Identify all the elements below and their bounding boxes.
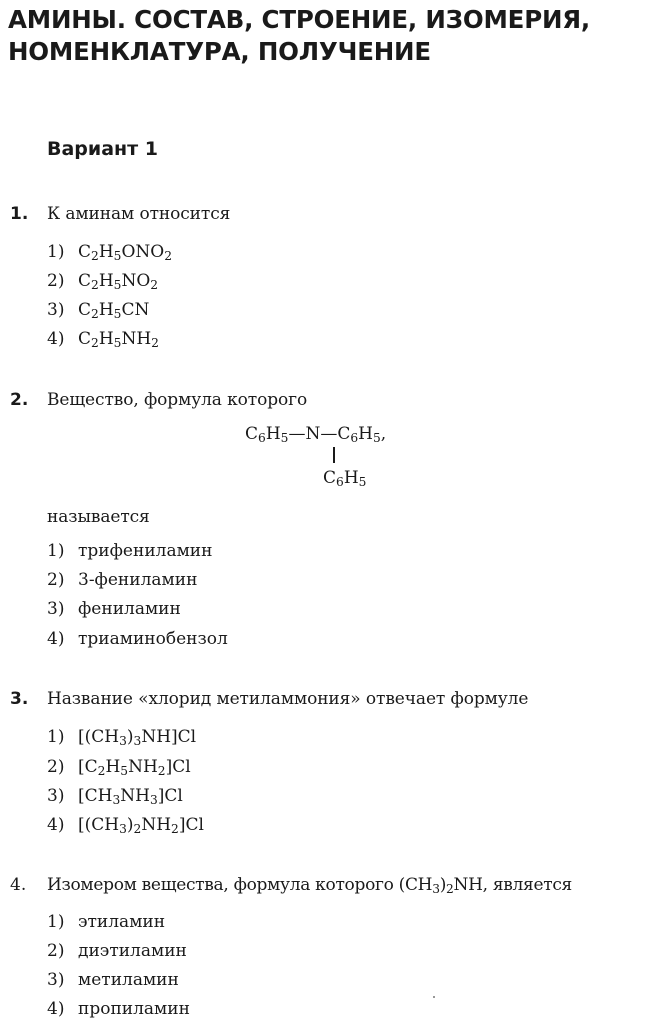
subscript: 3 bbox=[119, 734, 127, 749]
subscript: 6 bbox=[258, 431, 266, 446]
formula-text: H bbox=[265, 424, 281, 444]
subscript: 5 bbox=[113, 278, 122, 293]
formula-text: C bbox=[323, 468, 337, 488]
subscript: 2 bbox=[91, 249, 99, 264]
formula-text: ) bbox=[126, 815, 134, 835]
answer-option bbox=[47, 970, 179, 990]
structure-right-group bbox=[337, 424, 380, 444]
option-number: 3) bbox=[47, 970, 65, 990]
structure-main-row bbox=[245, 424, 386, 444]
subscript: 2 bbox=[151, 336, 159, 351]
formula-text: [(CH bbox=[78, 815, 120, 835]
answer-option bbox=[47, 329, 159, 349]
formula-text: NH bbox=[141, 815, 172, 835]
option-number: 1) bbox=[47, 242, 65, 262]
answer-option bbox=[47, 815, 204, 835]
option-text: 3-фениламин bbox=[78, 570, 198, 590]
option-formula bbox=[78, 786, 183, 806]
formula-text: C bbox=[78, 242, 92, 262]
answer-option bbox=[47, 570, 197, 590]
structure-left-group bbox=[245, 424, 288, 444]
answer-option bbox=[47, 300, 149, 320]
subscript: 3 bbox=[432, 882, 440, 897]
option-number: 2) bbox=[47, 941, 65, 961]
answer-option bbox=[47, 541, 212, 561]
formula-text: ) bbox=[126, 727, 134, 747]
option-text: трифениламин bbox=[78, 541, 213, 561]
subscript: 2 bbox=[171, 822, 179, 837]
subscript: 5 bbox=[358, 475, 367, 490]
formula-text: H bbox=[98, 271, 114, 291]
answer-option bbox=[47, 941, 187, 961]
formula-text: NH]Cl bbox=[141, 727, 197, 747]
formula-text: H bbox=[98, 242, 114, 262]
option-number: 1) bbox=[47, 912, 65, 932]
variant-heading: Вариант 1 bbox=[47, 138, 159, 160]
option-number: 4) bbox=[47, 999, 65, 1019]
subscript: 3 bbox=[133, 734, 142, 749]
option-number: 4) bbox=[47, 815, 65, 835]
question-number: 4. bbox=[10, 875, 27, 895]
subscript: 5 bbox=[280, 431, 289, 446]
option-text: пропиламин bbox=[78, 999, 190, 1019]
option-number: 3) bbox=[47, 599, 65, 619]
question-number: 2. bbox=[10, 390, 29, 410]
answer-option bbox=[47, 271, 158, 291]
formula-text: ]Cl bbox=[178, 815, 204, 835]
subscript: 2 bbox=[97, 764, 106, 779]
question-text-part: Изомером вещества, формула которого (CH bbox=[47, 875, 433, 895]
subscript: 2 bbox=[133, 822, 142, 837]
subscript: 2 bbox=[164, 249, 172, 264]
formula-text: H bbox=[98, 300, 114, 320]
subscript: 5 bbox=[113, 249, 122, 264]
subscript: 3 bbox=[119, 822, 127, 837]
formula-text: NH bbox=[121, 329, 152, 349]
answer-option bbox=[47, 786, 183, 806]
option-formula bbox=[78, 300, 149, 320]
subscript: 5 bbox=[113, 336, 122, 351]
subscript: 2 bbox=[157, 764, 166, 779]
formula-text: H bbox=[98, 329, 114, 349]
subscript: 6 bbox=[336, 475, 344, 490]
formula-text: ]Cl bbox=[165, 757, 191, 777]
scan-speck bbox=[433, 996, 435, 998]
answer-option bbox=[47, 757, 191, 777]
subscript: 2 bbox=[446, 882, 454, 897]
page-title: АМИНЫ. СОСТАВ, СТРОЕНИЕ, ИЗОМЕРИЯ, НОМЕНКЛАТУРА, ПОЛУЧЕНИЕ bbox=[8, 5, 591, 66]
option-formula bbox=[78, 815, 204, 835]
formula-text: H bbox=[358, 424, 373, 444]
subscript: 2 bbox=[91, 336, 99, 351]
question-text: Вещество, формула которого bbox=[47, 390, 308, 410]
question-continuation: называется bbox=[47, 507, 150, 527]
subscript: 2 bbox=[91, 278, 99, 293]
option-formula bbox=[78, 727, 196, 747]
question-text-part: ) bbox=[439, 875, 447, 895]
option-number: 2) bbox=[47, 570, 65, 590]
question-text bbox=[47, 875, 572, 895]
formula-text: [(CH bbox=[78, 727, 120, 747]
option-text: триаминобензол bbox=[78, 629, 228, 649]
subscript: 6 bbox=[350, 431, 359, 446]
formula-text: C bbox=[245, 424, 259, 444]
answer-option bbox=[47, 999, 190, 1019]
question-number: 3. bbox=[10, 689, 29, 709]
option-number: 1) bbox=[47, 541, 65, 561]
formula-text: [CH bbox=[78, 786, 113, 806]
option-number: 1) bbox=[47, 727, 65, 747]
option-number: 3) bbox=[47, 786, 65, 806]
formula-text: H bbox=[105, 757, 121, 777]
option-text: этиламин bbox=[78, 912, 166, 932]
subscript: 5 bbox=[372, 431, 381, 446]
formula-text: C bbox=[78, 300, 92, 320]
option-text: фениламин bbox=[78, 599, 181, 619]
formula-text: H bbox=[343, 468, 359, 488]
option-formula bbox=[78, 242, 172, 262]
option-number: 2) bbox=[47, 271, 65, 291]
subscript: 2 bbox=[150, 278, 159, 293]
question-text: К аминам относится bbox=[47, 204, 231, 224]
formula-text: C bbox=[337, 424, 351, 444]
option-text: метиламин bbox=[78, 970, 179, 990]
structure-vertical-bond bbox=[333, 447, 335, 463]
option-number: 2) bbox=[47, 757, 65, 777]
option-formula bbox=[78, 757, 191, 777]
formula-text: C bbox=[78, 271, 92, 291]
subscript: 3 bbox=[149, 793, 158, 808]
formula-text: C bbox=[78, 329, 92, 349]
formula-text: NO bbox=[121, 271, 151, 291]
structure-comma: , bbox=[380, 424, 387, 444]
structure-bond-right: — bbox=[320, 424, 338, 444]
subscript: 3 bbox=[112, 793, 121, 808]
option-number: 4) bbox=[47, 629, 65, 649]
option-number: 3) bbox=[47, 300, 65, 320]
subscript: 5 bbox=[113, 307, 122, 322]
formula-text: ONO bbox=[121, 242, 165, 262]
formula-text: [C bbox=[78, 757, 98, 777]
answer-option bbox=[47, 727, 196, 747]
question-number: 1. bbox=[10, 204, 29, 224]
formula-text: NH bbox=[128, 757, 158, 777]
structure-bottom-group bbox=[323, 468, 366, 488]
answer-option bbox=[47, 599, 181, 619]
subscript: 2 bbox=[91, 307, 99, 322]
option-text: диэтиламин bbox=[78, 941, 187, 961]
option-number: 4) bbox=[47, 329, 65, 349]
question-text: Название «хлорид метиламмония» отвечает формуле bbox=[47, 689, 529, 709]
answer-option bbox=[47, 912, 165, 932]
formula-text: NH bbox=[120, 786, 150, 806]
subscript: 5 bbox=[120, 764, 129, 779]
structure-bond-left: — bbox=[288, 424, 306, 444]
answer-option bbox=[47, 629, 228, 649]
option-formula bbox=[78, 329, 159, 349]
answer-option bbox=[47, 242, 172, 262]
option-formula bbox=[78, 271, 158, 291]
formula-text: ]Cl bbox=[157, 786, 183, 806]
formula-text: CN bbox=[121, 300, 150, 320]
structure-nitrogen: N bbox=[305, 424, 321, 444]
question-text-part: NH, является bbox=[453, 875, 572, 895]
structural-formula bbox=[245, 424, 465, 504]
